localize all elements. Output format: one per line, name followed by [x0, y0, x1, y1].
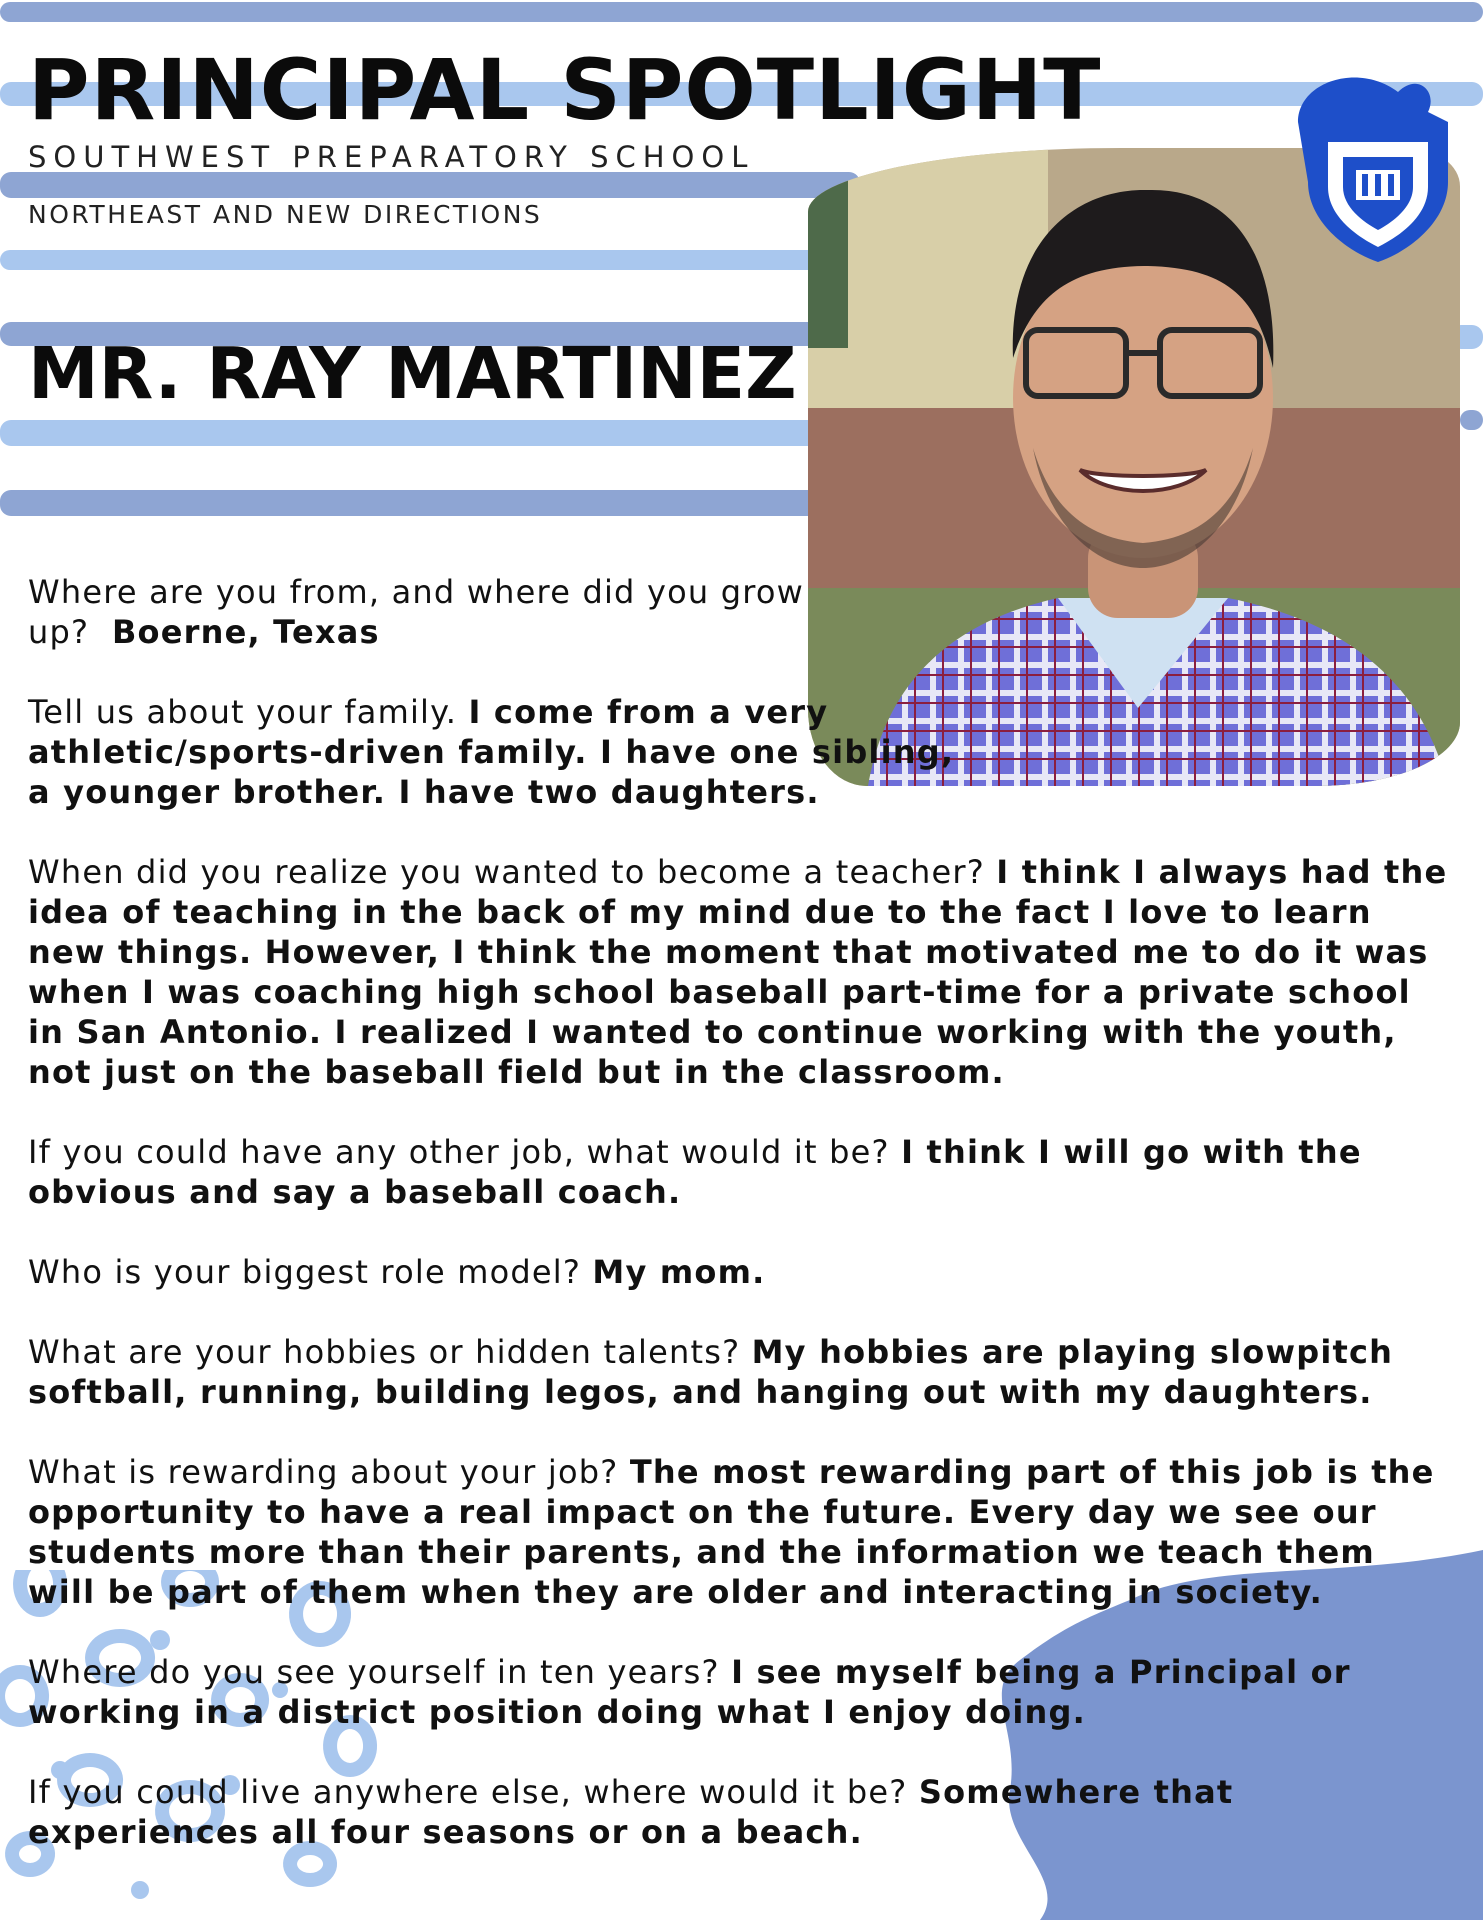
school-name: SOUTHWEST PREPARATORY SCHOOL: [28, 140, 755, 174]
qa-item: [28, 1652, 1448, 1732]
qa-item: [28, 572, 828, 652]
knight-helmet-shield-icon: [1268, 62, 1468, 262]
answer: My mom.: [592, 1253, 766, 1291]
question: Where are you from, and where did you grow up?: [28, 573, 805, 651]
qa-item: [28, 1252, 1448, 1292]
answer: I think I always had the idea of teaching in the back of my mind due to the fact I love to learn new things. However, I think the moment that motivated me to do it was when I was coaching high school baseball part-time for a private school in San Antonio. I realized I wanted to continue working with the youth, not just on the baseball field but in the classroom.: [28, 853, 1448, 1091]
campus-names: NORTHEAST AND NEW DIRECTIONS: [28, 200, 543, 229]
answer: I think I will go with the obvious and say a baseball coach.: [28, 1133, 1362, 1211]
question: What is rewarding about your job?: [28, 1453, 619, 1491]
answer: The most rewarding part of this job is the opportunity to have a real impact on the future. Every day we see our students more than their parents, and the information we teach them will be part of them when they are older and interacting in society.: [28, 1453, 1435, 1611]
interview-content: [28, 572, 1448, 1892]
qa-item: [28, 1332, 1448, 1412]
question: When did you realize you wanted to become a teacher?: [28, 853, 985, 891]
qa-item: [28, 1452, 1448, 1612]
question: If you could live anywhere else, where would it be?: [28, 1773, 908, 1811]
qa-item: [28, 852, 1448, 1092]
answer: Boerne, Texas: [111, 613, 380, 651]
question: What are your hobbies or hidden talents?: [28, 1333, 741, 1371]
answer: I come from a very athletic/sports-driven family. I have one sibling, a younger brother. I have two daughters.: [28, 693, 955, 811]
qa-item: [28, 1772, 1448, 1852]
answer: I see myself being a Principal or working in a district position doing what I enjoy doing.: [28, 1653, 1351, 1731]
page-title: PRINCIPAL SPOTLIGHT: [28, 41, 1102, 139]
qa-item: [28, 1132, 1448, 1212]
question: Where do you see yourself in ten years?: [28, 1653, 720, 1691]
question: Who is your biggest role model?: [28, 1253, 582, 1291]
qa-item: [28, 692, 968, 812]
question: Tell us about your family.: [28, 693, 458, 731]
principal-name: MR. RAY MARTINEZ: [28, 332, 797, 415]
answer: Somewhere that experiences all four seasons or on a beach.: [28, 1773, 1234, 1851]
answer: My hobbies are playing slowpitch softball, running, building legos, and hanging out with my daughters.: [28, 1333, 1394, 1411]
question: If you could have any other job, what would it be?: [28, 1133, 890, 1171]
